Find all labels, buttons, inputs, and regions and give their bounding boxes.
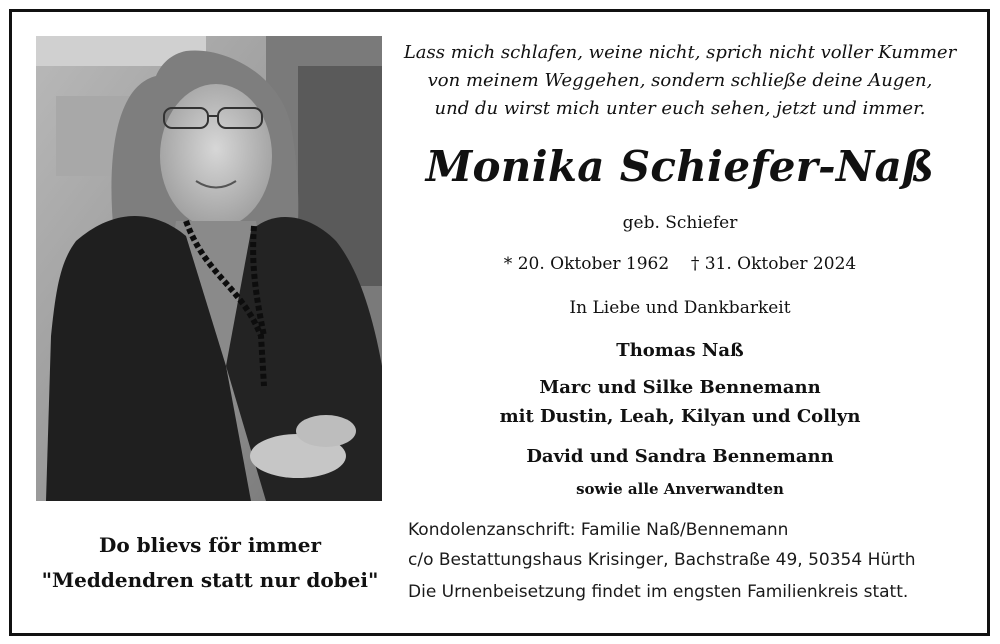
mourner-2-children: mit Dustin, Leah, Kilyan und Collyn [499,406,861,427]
closing-phrase: In Liebe und Dankbarkeit [569,298,791,318]
relatives-line: sowie alle Anverwandten [576,480,784,498]
mourner-1: Thomas Naß [616,340,744,361]
portrait-illustration [36,36,382,501]
verse-line-3: und du wirst mich unter euch sehen, jetzt und immer. [434,98,926,119]
birth-date: * 20. Oktober 1962 [503,254,670,274]
motto-line-1: Do blievs för immer [98,533,322,557]
condolence-address-line: Kondolenzanschrift: Familie Naß/Bennemann [408,520,789,540]
funeral-home-line: c/o Bestattungshaus Krisinger, Bachstraße 49, 50354 Hürth [408,550,916,570]
burial-note: Die Urnenbeisetzung findet im engsten Familienkreis statt. [408,582,909,602]
birth-name: geb. Schiefer [622,213,738,233]
mourner-3: David und Sandra Bennemann [526,446,834,467]
life-dates [400,254,960,274]
deceased-name: Monika Schiefer-Naß [425,142,935,191]
verse-line-1: Lass mich schlafen, weine nicht, sprich nicht voller Kummer [403,42,957,63]
verse-line-2: von meinem Weggehen, sondern schließe deine Augen, [427,70,933,91]
portrait-photo [36,36,382,501]
death-date: † 31. Oktober 2024 [690,254,857,274]
motto-line-2: "Meddendren statt nur dobei" [41,568,379,592]
mourner-2: Marc und Silke Bennemann [539,377,821,398]
